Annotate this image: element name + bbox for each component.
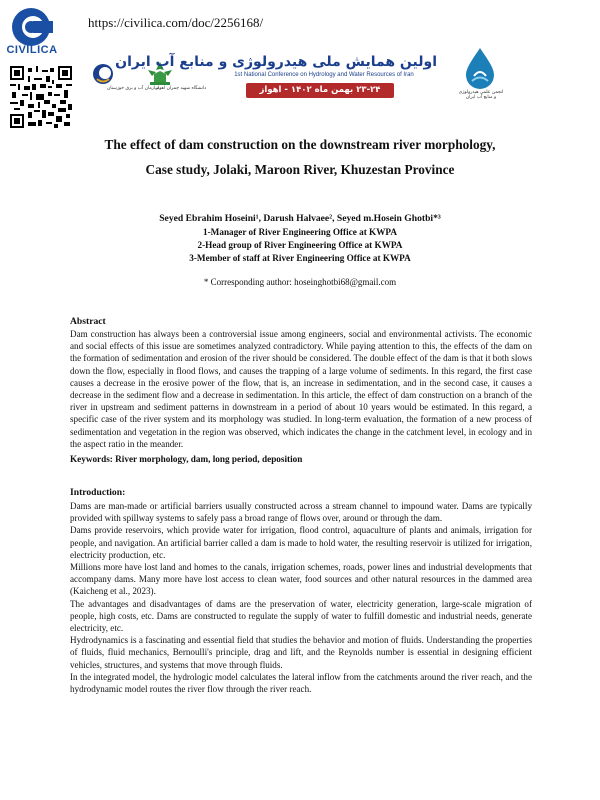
- conference-title-en: 1st National Conference on Hydrology and Water Resources of Iran: [234, 72, 414, 78]
- abstract-heading: Abstract: [70, 316, 106, 327]
- intro-paragraph-5: Hydrodynamics is a fascinating and essential field that studies the behavior and motion of fluids. Understanding the properties of fluids, fluid mechanics, Bernoulli's principle, drag and lift, and the Reynolds number is essential in designing efficient vehicles, structures, and systems that move through fluids.: [70, 635, 532, 670]
- paper-authors: Seyed Ebrahim Hoseini¹, Darush Halvaee², Seyed m.Hosein Ghotbi*³: [159, 213, 441, 224]
- introduction-body: [70, 500, 532, 695]
- corresponding-author: * Corresponding author: hoseinghotbi68@gmail.com: [203, 277, 397, 287]
- intro-paragraph-2: Dams provide reservoirs, which provide water for irrigation, flood control, aquaculture of plants and animals, irrigation for people, and navigation. An artificial barrier called a dam is made to hold water, the resulting reservoir is utilized for irrigation, electricity production, etc.: [70, 525, 532, 560]
- intro-paragraph-3: Millions more have lost land and homes to the canals, irrigation schemes, roads, power lines and industrial developments that accompany dams. Many more have lost access to clean water, food sources and other natural resources in the dammed area (Kaicheng et al., 2023).: [70, 562, 532, 597]
- keywords: Keywords: River morphology, dam, long period, deposition: [70, 454, 303, 464]
- affiliation-2: 2-Head group of River Engineering Office at KWPA: [197, 240, 403, 250]
- civilica-wordmark: CIVILICA: [6, 44, 58, 56]
- conference-date-badge: ۲۳-۲۴ بهمن ماه ۱۴۰۲ - اهواز: [246, 83, 394, 98]
- water-drop-logo: [462, 46, 498, 90]
- conference-title-fa: اولین همایش ملی هیدرولوژی و منابع آب ایران: [115, 54, 437, 70]
- intro-paragraph-1: Dams are man-made or artificial barriers usually constructed across a stream channel to impound water. Dams are typically provided with spillway systems to safely pass a broad range of flows over, around or through the dam.: [70, 501, 532, 524]
- logo1-caption: سازمان آب و برق خوزستان: [106, 86, 160, 91]
- affiliation-3: 3-Member of staff at River Engineering Office at KWPA: [189, 253, 411, 263]
- intro-paragraph-6: In the integrated model, the hydrologic model calculates the lateral inflow from the catchments around the river reach, and the hydrodynamic model routes the river flow through the river reach.: [70, 671, 532, 695]
- logo3-caption: انجمن علمی هیدرولوژی و منابع آب ایران: [458, 90, 504, 100]
- affiliation-1: 1-Manager of River Engineering Office at KWPA: [203, 227, 397, 237]
- water-power-org-logo: [92, 62, 114, 86]
- paper-title-line-1: The effect of dam construction on the downstream river morphology,: [104, 137, 496, 152]
- paper-title-line-2: Case study, Jolaki, Maroon River, Khuzestan Province: [145, 162, 455, 177]
- abstract-text: Dam construction has always been a controversial issue among engineers, social and environmental activists. The economic and social effects of this issue are sometimes analyzed contradictory. While paying attention to this, the effects of the dam on the formation of sedimentation and erosion of the river should be considered. The double effect of the dam is that it both slows down the flow, especially in flood flows, and causes the trapping of a large volume of sediments. In this regard, the first case causes a decrease in the erosive power of the flow, that is, an increase in sedimentation, and in the second case, it causes a decrease in the sediment flow and a decrease in sedimentation. In this article, the effect of dam construction on a branch of the river in upstream and sediment patterns in downstream in a period of about 10 years would be estimated. In this regard, a specific case of the river system and its morphology was studied. In long-term evaluation, the formation of a new process of sedimentation and vegetation in the region was observed, which indicates the change in the catchment level, in ecology and in the aspect ratio in the meander.: [70, 329, 532, 449]
- qr-code-icon: [10, 66, 72, 128]
- logo2-caption: دانشگاه شهید چمران اهواز: [155, 86, 207, 91]
- document-url[interactable]: https://civilica.com/doc/2256168/: [88, 15, 264, 30]
- intro-paragraph-4: The advantages and disadvantages of dams are the preservation of water, electricity generation, large-scale migration of people, high costs, etc. Dams are constructed to regulate the supply of water to fulfill domestic and industrial needs, generate electricity, etc.: [70, 598, 532, 634]
- introduction-heading: Introduction:: [70, 487, 126, 498]
